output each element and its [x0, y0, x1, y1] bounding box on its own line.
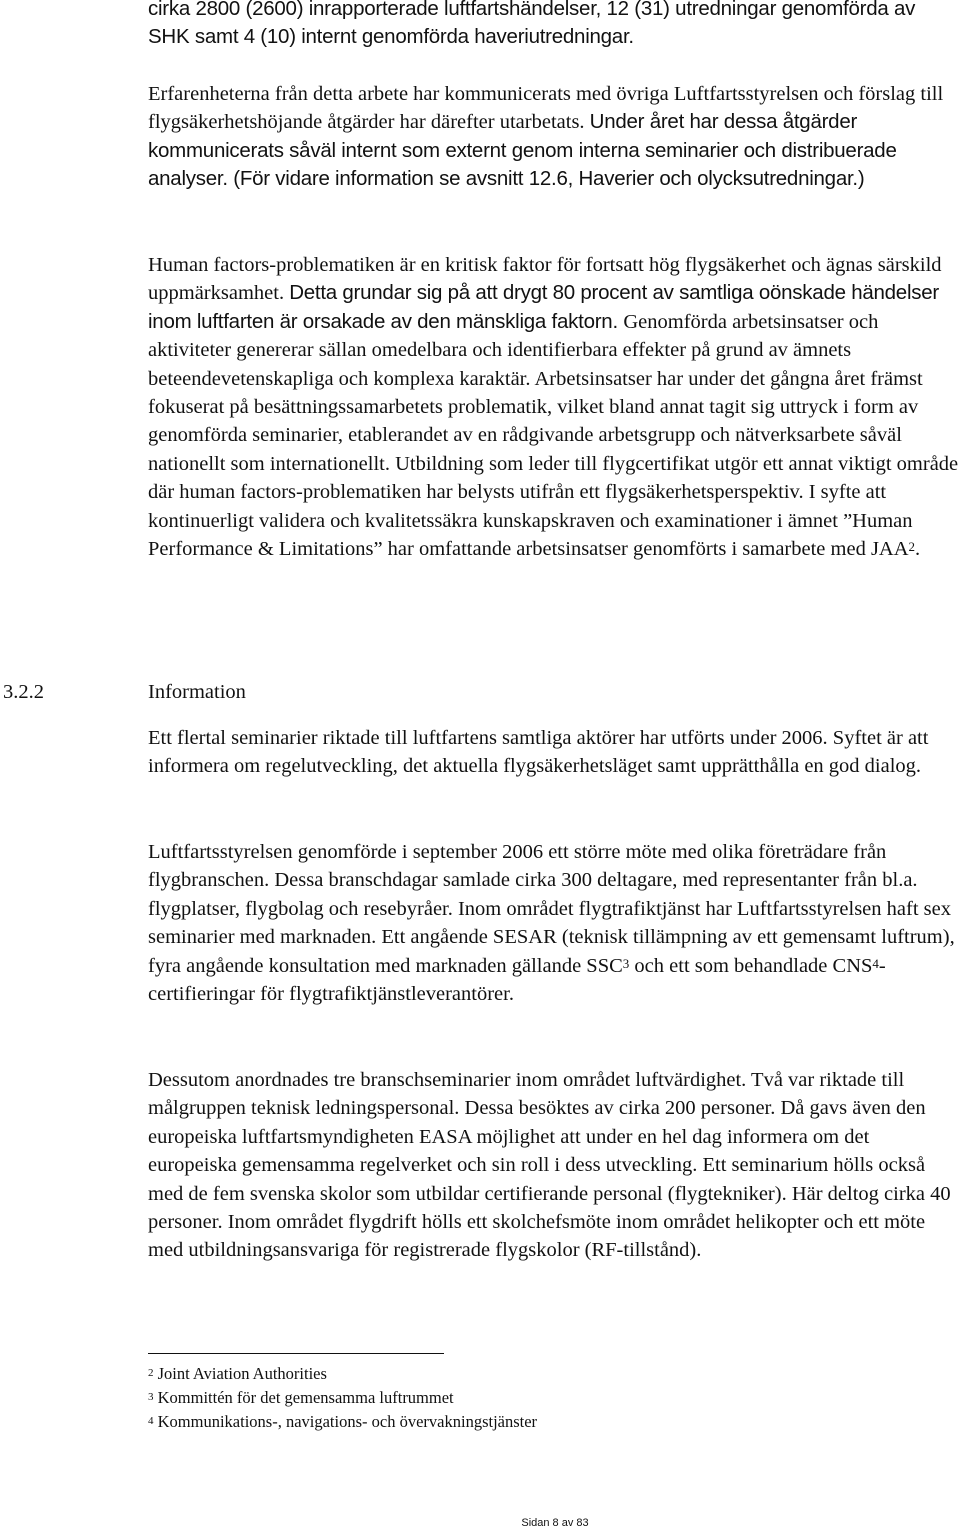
footnote-item: [148, 1410, 848, 1434]
footnote-ref-4: 4: [872, 955, 879, 971]
footnote-text: Kommunikations-, navigations- och övervakningstjänster: [157, 1412, 538, 1431]
paragraph-human-factors-part-b: Detta grundar sig på att drygt 80 procent av samtliga oönskade händelser inom luftfarten är orsakade av den mänskliga faktorn.: [148, 281, 939, 333]
footnote-number: 3: [148, 1391, 154, 1403]
footnote-text: Joint Aviation Authorities: [157, 1364, 327, 1383]
footnote-ref-3: 3: [622, 955, 630, 971]
paragraph-shk-statistics: cirka 2800 (2600) inrapporterade luftfartshändelser, 12 (31) utredningar genomförda av SHK samt 4 (10) internt genomförda haveriutredningar.: [148, 0, 916, 49]
paragraph-branch-days-part-a: Luftfartsstyrelsen genomförde i september 2006 ett större möte med olika företrädare från flygbranschen. Dessa branschdagar samlade cirka 300 deltagare, med representanter från bl.a. flygplatser, flygbolag och resebyråer. Inom området flygtrafiktjänst har Luftfartsstyrelsen haft sex seminarier med marknaden. Ett angående SESAR (teknisk tillämpning av ett gemensamt luftrum), fyra angående konsultation med marknaden gällande SSC: [148, 841, 955, 977]
paragraph-human-factors-end: .: [915, 538, 921, 561]
paragraph-airworthiness-seminars: Dessutom anordnades tre branschseminarier inom området luftvärdighet. Två var riktade till målgruppen teknisk ledningspersonal. Dessa besöktes av cirka 200 personer. Då gavs även den europeiska luftfartsmyndigheten EASA möjlighet att under en hel dag informera om det europeiska gemensamma regelverket och sin roll i dess utveckling. Ett seminarium hölls också med de fem svenska skolor som utbildar certifierande personal (flygtekniker). Här deltog cirka 40 personer. Inom området flygdrift hölls ett skolchefsmöte inom området helikopter och ett möte med utbildningsansvariga för registrerade flygskolor (RF-tillstånd).: [148, 1069, 951, 1262]
section-number: 3.2.2: [3, 681, 44, 703]
footnote-item: [148, 1386, 848, 1410]
page-number: Sidan 8 av 83: [521, 1517, 589, 1529]
paragraph-human-factors-part-c: Genomförda arbetsinsatser och aktiviteter genererar sällan omedelbara och identifierbara effekter på grund av ämnets beteendevetenskapliga och komplexa karaktär. Arbetsinsatser har under det gångna året främst fokuserat på besättningssamarbetets problematik, vilket bland annat tagit sig uttryck i form av genomförda seminarier, etablerandet av en rådgivande arbetsgrupp och nätverksarbete såväl nationellt som internationellt. Utbildning som leder till flygcertifikat utgör ett annat viktigt område där human factors-problematiken har belysts utifrån ett flygsäkerhetsperspektiv. I syfte att kontinuerligt validera och kvalitetssäkra kunskapskraven och examinationer i ämnet ”Human Performance & Limitations” har omfattande arbetsinsatser genomförts i samarbete med JAA: [148, 310, 959, 561]
footnote-separator: [148, 1353, 444, 1354]
paragraph-human-factors: [148, 251, 960, 563]
paragraph-experience-communication: [148, 80, 960, 194]
paragraph-branch-days-part-b: och ett som behandlade CNS: [629, 954, 873, 977]
paragraph-seminars: Ett flertal seminarier riktade till luftfartens samtliga aktörer har utförts under 2006. Syftet är att informera om regelutveckling, det aktuella flygsäkerhetsläget samt upprätthålla en god dialog.: [148, 727, 929, 778]
footnote-text: Kommittén för det gemensamma luftrummet: [157, 1388, 454, 1407]
footnote-number: 2: [148, 1367, 154, 1379]
paragraph-experience-part-b: Under året har dessa åtgärder kommunicerats såväl internt som externt genom interna seminarier och distribuerade analyser. (För vidare information se avsnitt 12.6, Haverier och olycksutredningar.): [148, 110, 897, 191]
paragraph-experience-part-a: Erfarenheterna från detta arbete har kommunicerats med övriga Luftfartsstyrelsen och förslag till flygsäkerhetshöjande åtgärder har därefter utarbetats.: [148, 83, 944, 134]
section-title: Information: [148, 681, 246, 703]
footnotes: [148, 1362, 848, 1434]
paragraph-human-factors-part-a: Human factors-problematiken är en kritisk faktor för fortsatt hög flygsäkerhet och ägnas särskild uppmärksamhet.: [148, 254, 942, 305]
paragraph-branch-days-part-c: -certifieringar för flygtrafiktjänstleverantörer.: [148, 954, 886, 1006]
section-heading: [0, 676, 960, 708]
footnote-number: 4: [148, 1415, 154, 1427]
footnote-item: [148, 1362, 848, 1386]
paragraph-branch-days: [148, 838, 960, 1008]
footnote-ref-2: 2: [908, 539, 916, 555]
